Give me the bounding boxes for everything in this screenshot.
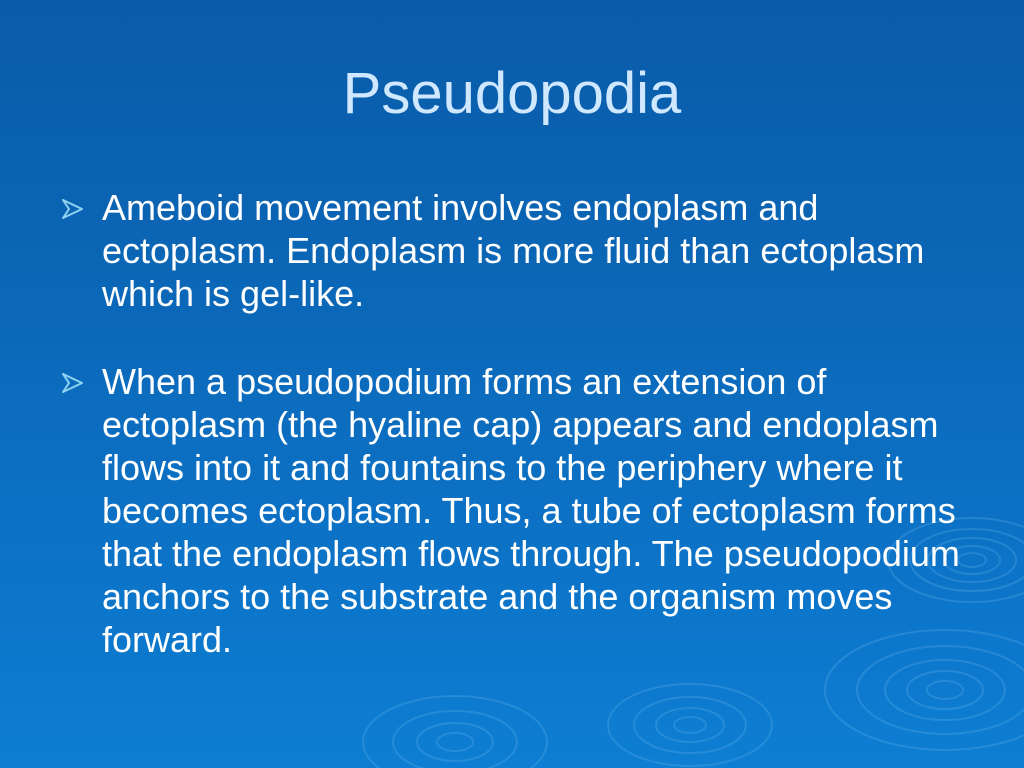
bullet-text: When a pseudopodium forms an extension of ectoplasm (the hyaline cap) appears and endoplasm flows into it and fountains to the periphery where it becomes ectoplasm. Thus, a tube of ectoplasm forms that the endoplasm flows through. The pseudopodium anchors to the substrate and the organism moves forward. <box>102 361 960 660</box>
arrowhead-bullet-icon <box>62 199 84 219</box>
bullet-item <box>62 360 962 661</box>
bullet-list <box>62 186 962 661</box>
slide-title: Pseudopodia <box>342 61 682 126</box>
bullet-text: Ameboid movement involves endoplasm and ectoplasm. Endoplasm is more fluid than ectoplasm which is gel-like. <box>102 187 925 314</box>
arrowhead-bullet-icon <box>62 373 84 393</box>
bullet-item <box>62 186 962 315</box>
